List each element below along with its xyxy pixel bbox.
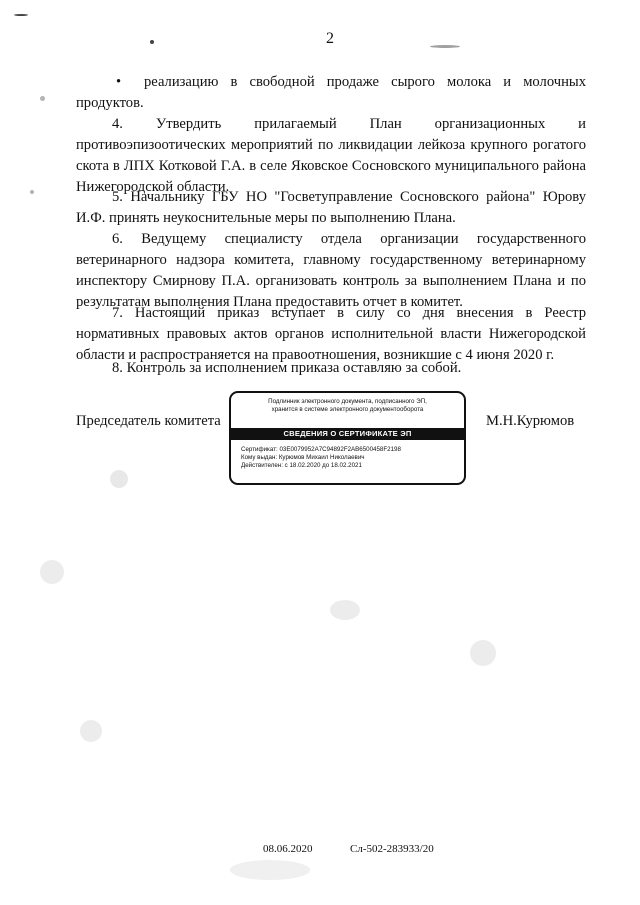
stamp-heading: СВЕДЕНИЯ О СЕРТИФИКАТЕ ЭП [231,428,464,440]
scan-speck [80,720,102,742]
scan-speck [230,860,310,880]
page-number: 2 [326,30,334,47]
scan-speck [30,190,34,194]
electronic-signature-stamp [229,391,466,485]
stamp-certificate: Сертификат: 03E0079952A7C94892F2AB6500458F2198 [241,446,401,453]
paragraph-item-7: 7. Настоящий приказ вступает в силу со дня внесения в Реестр нормативных правовых актов органов исполнительной власти Нижегородской области и распространяется на правоотношения, возникшие с 4 июня 2020 г. [76,305,586,363]
bullet-icon: • [116,74,122,90]
stamp-valid: Действителен: с 18.02.2020 до 18.02.2021 [241,462,362,469]
paragraph-item-8: 8. Контроль за исполнением приказа оставляю за собой. [112,360,462,376]
signer-name: М.Н.Курюмов [486,413,575,429]
scan-speck [430,45,460,48]
stamp-issued-to: Кому выдан: Курюмов Михаил Николаевич [241,454,365,461]
bullet-paragraph [76,72,586,114]
footer-reg-number: Сл-502-283933/20 [350,843,434,855]
scan-speck [150,40,154,44]
stamp-note-line1: Подлинник электронного документа, подписанного ЭП, [268,398,427,405]
scan-speck [14,14,28,16]
scan-speck [110,470,128,488]
scan-speck [40,560,64,584]
bullet-text: реализацию в свободной продаже сырого молока и молочных продуктов. [76,74,586,111]
stamp-note-line2: хранится в системе электронного документооборота [271,406,424,413]
scan-speck [470,640,496,666]
scan-speck [330,600,360,620]
footer-date: 08.06.2020 [263,843,313,855]
paragraph-item-5: 5. Начальнику ГБУ НО "Госветуправление Сосновского района" Юрову И.Ф. принять неукоснительные меры по выполнению Плана. [76,189,586,226]
paragraph-item-4: 4. Утвердить прилагаемый План организационных и противоэпизоотических мероприятий по ликвидации лейкоза крупного рогатого скота в ЛПХ Котковой Г.А. в селе Яковское Сосновского муниципального района Нижегородской области. [76,116,586,195]
scan-speck [40,96,45,101]
paragraph-item-6: 6. Ведущему специалисту отдела организации государственного ветеринарного надзора комитета, главному государственному ветеринарному инспектору Смирнову П.А. организовать контроль за выполнением Плана и по результатам выполнения Плана предоставить отчет в комитет. [76,231,586,310]
signer-title: Председатель комитета [76,413,221,429]
stamp-note [231,398,464,414]
